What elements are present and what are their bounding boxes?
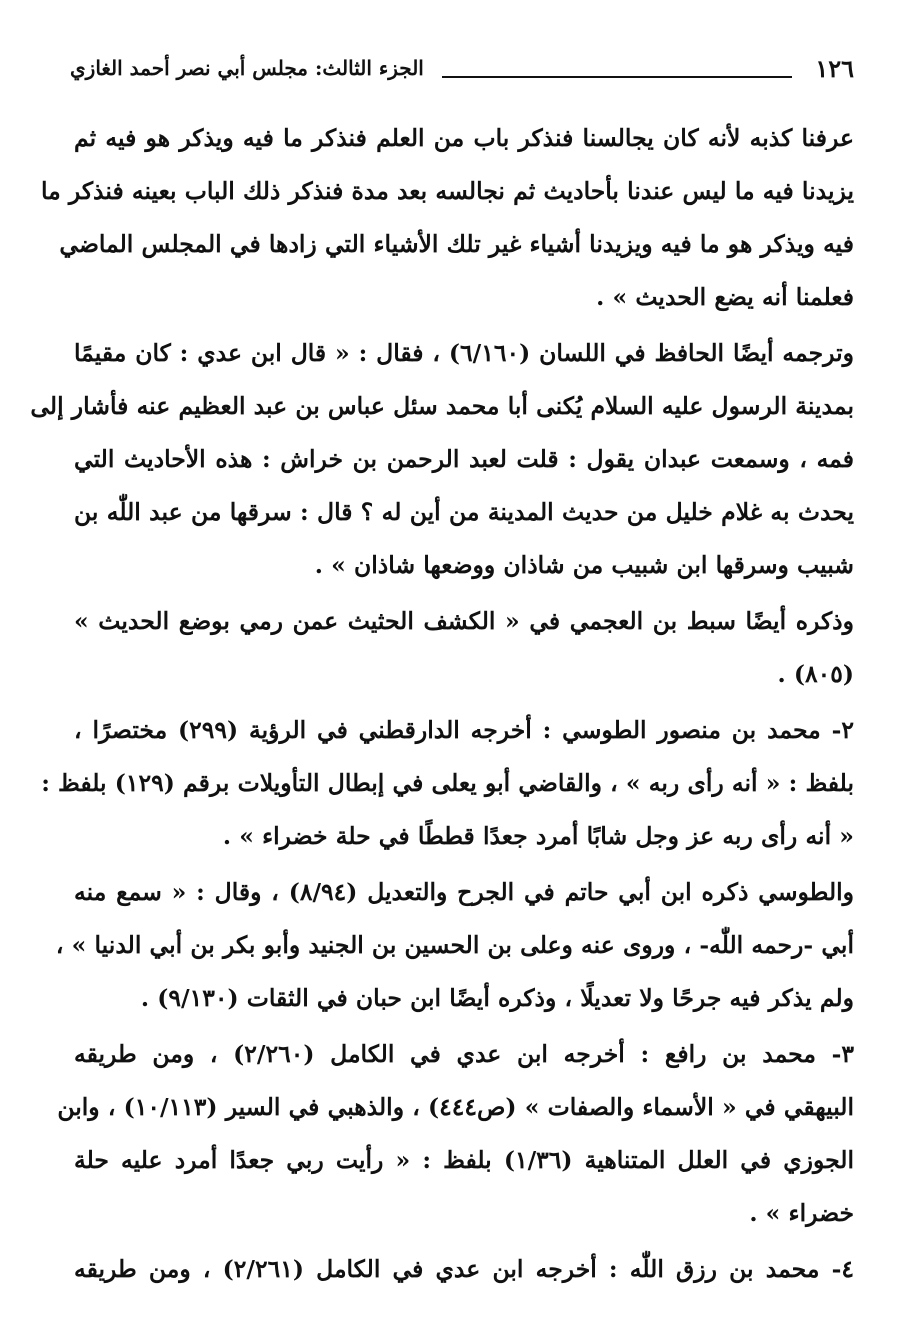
text-line: عرفنا كذبه لأنه كان يجالسنا فنذكر باب من العلم فنذكر ما فيه ويذكر هو فيه ثم [74, 124, 854, 152]
text-line: البيهقي في « الأسماء والصفات » (ص٤٤٤) ، والذهبي في السير (١٠/١١٣) ، وابن [57, 1093, 854, 1121]
text-line: فيه ويذكر هو ما فيه ويزيدنا أشياء غير تلك الأشياء التي زادها في المجلس الماضي [59, 230, 854, 258]
text-line: ولم يذكر فيه جرحًا ولا تعديلًا ، وذكره أيضًا ابن حبان في الثقات (٩/١٣٠) . [140, 984, 854, 1012]
paragraph [55, 866, 854, 1025]
text-line: فمه ، وسمعت عبدان يقول : قلت لعبد الرحمن بن خراش : هذه الأحاديث التي [74, 445, 854, 473]
text-line: « أنه رأى ربه عز وجل شابًا أمرد جعدًا قططًا في حلة خضراء » . [222, 822, 854, 850]
text-line: بلفظ : « أنه رأى ربه » ، والقاضي أبو يعلى في إبطال التأويلات برقم (١٢٩) بلفظ : [41, 769, 854, 797]
header-rule [442, 76, 792, 78]
paragraph [40, 112, 854, 324]
paragraph [57, 1028, 854, 1240]
text-line: وترجمه أيضًا الحافظ في اللسان (٦/١٦٠) ، فقال : « قال ابن عدي : كان مقيمًا [74, 339, 855, 367]
paragraph [74, 1243, 854, 1296]
text-line: شبيب وسرقها ابن شبيب من شاذان ووضعها شاذان » . [314, 551, 854, 579]
page-header [70, 52, 854, 92]
paragraph [74, 595, 854, 701]
text-line: ٤- محمد بن رزق اللّٰه : أخرجه ابن عدي في الكامل (٢/٢٦١) ، ومن طريقه [74, 1255, 854, 1283]
text-line: ٣- محمد بن رافع : أخرجه ابن عدي في الكامل (٢/٢٦٠) ، ومن طريقه [74, 1040, 854, 1068]
text-line: يزيدنا فيه ما ليس عندنا بأحاديث ثم نجالسه بعد مدة فنذكر ذلك الباب بعينه فنذكر ما [40, 177, 854, 205]
text-line: والطوسي ذكره ابن أبي حاتم في الجرح والتعديل (٨/٩٤) ، وقال : « سمع منه [74, 878, 854, 906]
text-line: بمدينة الرسول عليه السلام يُكنى أبا محمد سئل عباس بن عبد العظيم عنه فأشار إلى [30, 392, 854, 420]
body-text [30, 112, 855, 1296]
paragraph [41, 704, 854, 863]
text-line: أبي -رحمه اللّٰه- ، وروى عنه وعلى بن الحسين بن الجنيد وأبو بكر بن أبي الدنيا » ، [55, 931, 854, 959]
text-line: يحدث به غلام خليل من حديث المدينة من أين له ؟ قال : سرقها من عبد اللّٰه بن [74, 498, 854, 526]
paragraph [30, 327, 855, 592]
text-line: (٨٠٥) . [777, 660, 854, 688]
page-number: ١٢٦ [815, 54, 854, 83]
text-line: خضراء » . [749, 1199, 854, 1227]
running-title: الجزء الثالث: مجلس أبي نصر أحمد الغازي [70, 56, 424, 80]
text-line: فعلمنا أنه يضع الحديث » . [596, 283, 854, 311]
text-line: الجوزي في العلل المتناهية (١/٣٦) بلفظ : « رأيت ربي جعدًا أمرد عليه حلة [74, 1146, 854, 1174]
text-line: ٢- محمد بن منصور الطوسي : أخرجه الدارقطني في الرؤية (٢٩٩) مختصرًا ، [74, 716, 854, 744]
text-line: وذكره أيضًا سبط بن العجمي في « الكشف الحثيث عمن رمي بوضع الحديث » [74, 607, 854, 635]
